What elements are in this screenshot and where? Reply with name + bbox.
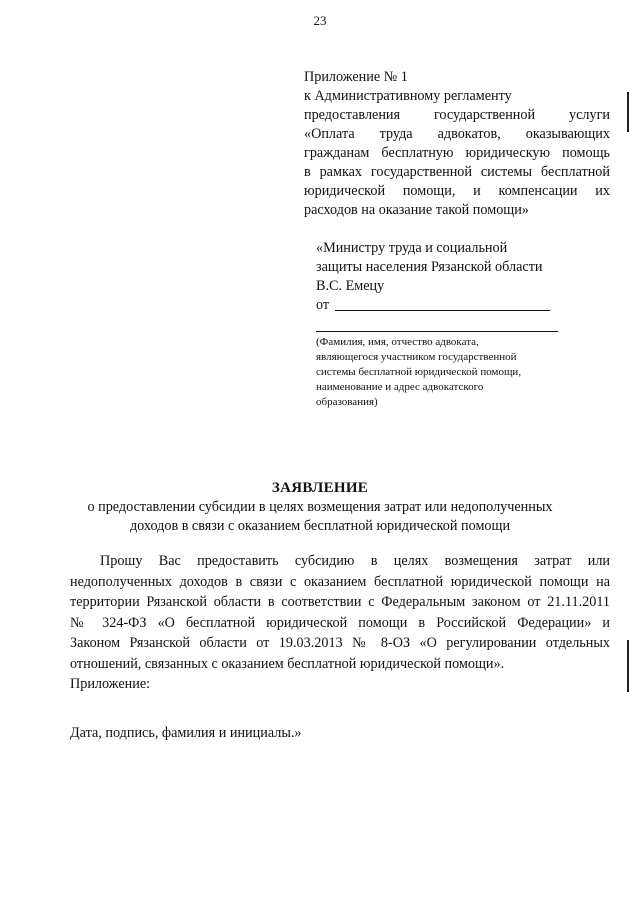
annex-line: к Административному регламенту	[304, 88, 512, 104]
applicant-hint	[316, 335, 566, 410]
scan-edge-mark	[627, 640, 629, 692]
annex-line: расходов на оказание такой помощи»	[304, 202, 529, 218]
addressee-line: «Министру труда и социальной	[316, 240, 508, 256]
annex-block	[304, 68, 610, 220]
subtitle-line: доходов в связи с оказанием бесплатной юридической помощи	[129, 518, 511, 534]
annex-line: в рамках государственной системы бесплатной	[304, 164, 610, 180]
hint-line: (Фамилия, имя, отчество адвоката,	[316, 336, 479, 348]
body-line: отношений, связанных с оказанием бесплатной юридической помощи».	[70, 655, 505, 672]
annex-line: Приложение № 1	[304, 69, 408, 85]
hint-line: являющегося участником государственной	[316, 351, 517, 363]
signature-label: Дата, подпись, фамилия и инициалы.»	[70, 725, 302, 741]
from-row	[316, 296, 566, 315]
from-label: от	[316, 297, 330, 313]
addressee-block	[316, 239, 566, 410]
hint-line: наименование и адрес адвокатского	[316, 381, 484, 393]
body-line: Законом Рязанской области от 19.03.2013 № 8-ОЗ «О регулировании отдельных	[70, 635, 610, 651]
body-line: Прошу Вас предоставить субсидию в целях возмещения затрат или	[100, 553, 610, 569]
statement-body	[70, 551, 610, 674]
hint-line: системы бесплатной юридической помощи,	[316, 366, 522, 378]
annex-line: гражданам бесплатную юридическую помощь	[304, 145, 610, 161]
statement-subtitle	[0, 498, 640, 536]
page-number: 23	[313, 13, 327, 28]
addressee-line: В.С. Емецу	[316, 278, 385, 294]
annex-line: предоставления государственной услуги	[304, 107, 610, 123]
attachment-label: Приложение:	[70, 676, 151, 692]
annex-line: юридической помощи, и компенсации их	[304, 183, 610, 199]
body-line: недополученных доходов в связи с оказанием бесплатной юридической помощи на	[70, 573, 610, 590]
annex-line: «Оплата труда адвокатов, оказывающих	[304, 126, 610, 142]
scan-edge-mark	[627, 92, 629, 132]
subtitle-line: о предоставлении субсидии в целях возмещения затрат или недополученных	[87, 499, 553, 515]
statement-title: ЗАЯВЛЕНИЕ	[271, 480, 369, 496]
body-line: № 324-ФЗ «О бесплатной юридической помощи в Российской Федерации» и	[70, 614, 610, 631]
body-line: территории Рязанской области в соответствии с Федеральным законом от 21.11.2011	[70, 594, 610, 610]
applicant-blank-line	[316, 331, 558, 332]
addressee-line: защиты населения Рязанской области	[316, 259, 543, 275]
hint-line: образования)	[316, 396, 378, 408]
from-blank-line	[335, 297, 550, 311]
